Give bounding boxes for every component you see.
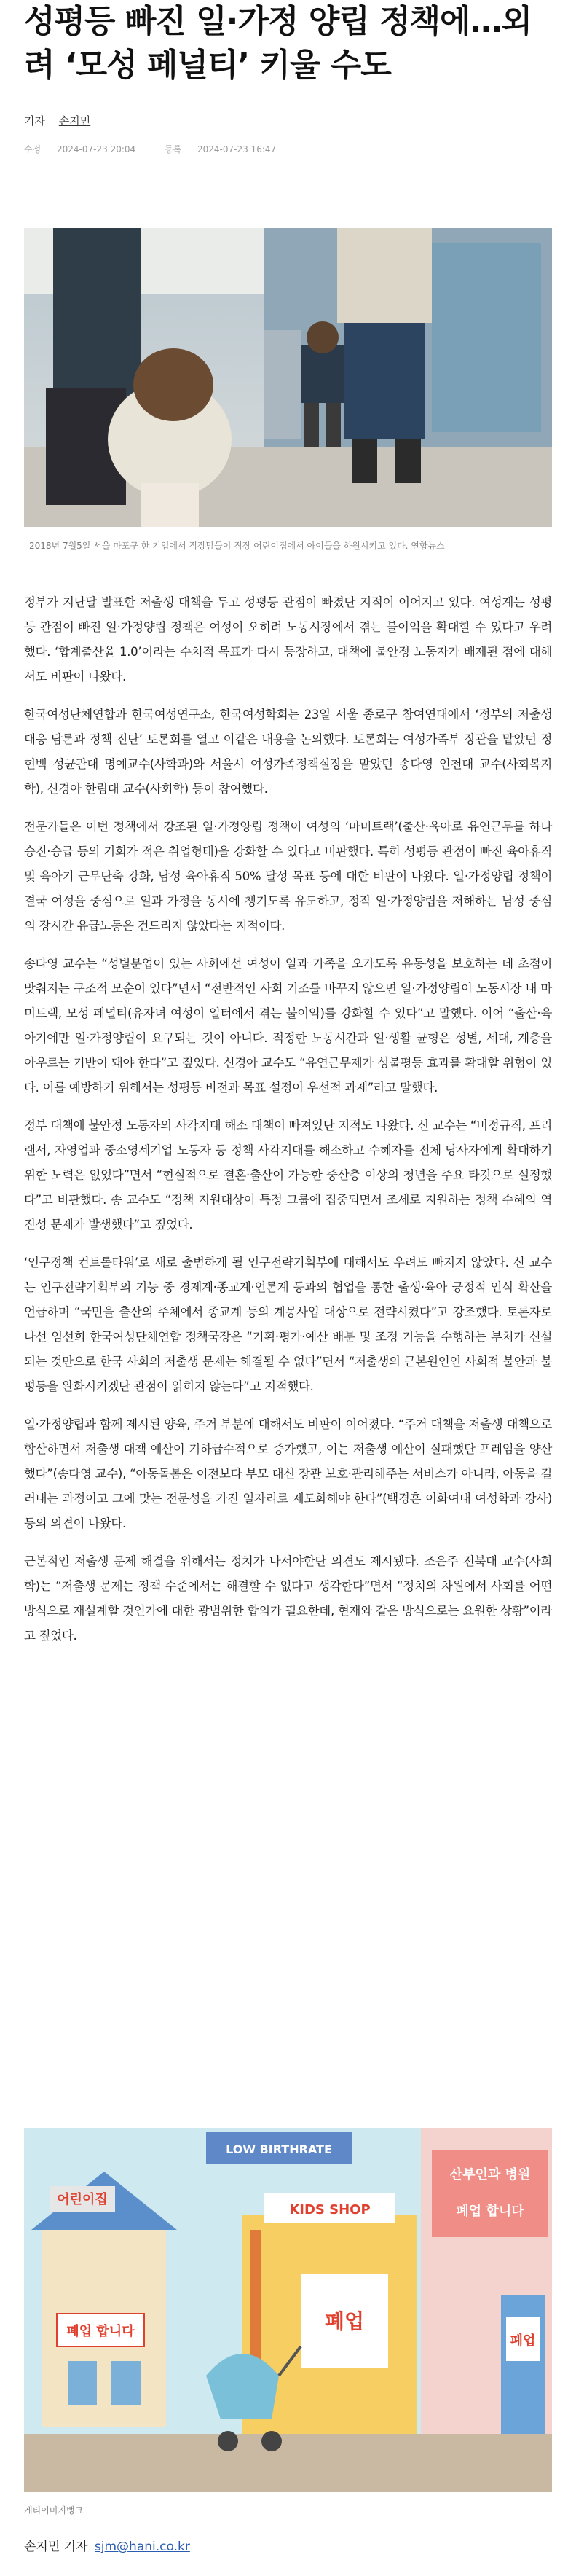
photo-caption: 2018년 7월5일 서울 마포구 한 기업에서 직장맘들이 직장 어린이집에서 아이들을 하원시키고 있다. 연합뉴스 bbox=[29, 541, 445, 551]
illustration-scene bbox=[24, 2128, 552, 2492]
low-birthrate-illustration bbox=[24, 2128, 552, 2492]
paragraph: 정부 대책에 불안정 노동자의 사각지대 해소 대책이 빠져있단 지적도 나왔다. 신 교수는 “비정규직, 프리랜서, 자영업과 중소영세기업 노동자 등 정책 사각지대를 해소하고 수혜자를 전체 당사자에게 확대하기 위한 노력은 없었다”면서 “현실적으로 결혼·출산이 가능한 중산층 이상의 청년을 주요 타깃으로 설정했다”고 비판했다. 송 교수도 “정책 지원대상이 특정 그룹에 집중되면서 조세로 지원하는 정책 수혜의 역진성 문제가 발생했다”고 짚었다. bbox=[24, 1119, 552, 1232]
paragraph: 전문가들은 이번 정책에서 강조된 일·가정양립 정책이 여성의 ‘마미트랙’(출산·육아로 유연근무를 하나 승진·승급 등의 기회가 적은 취업형태)을 강화할 수 있다고 비판했다. 특히 성평등 관점이 빠진 육아휴직 및 육아기 근무단축 강화, 남성 육아휴직 50% 달성 목표 등에 대한 비판이 나왔다. 일·가정양립 정책이 결국 여성을 중심으로 일과 가정을 동시에 챙기도록 유도하고, 정작 일·가정양립을 저해하는 남성 중심의 장시간 유급노동은 건드리지 않았다는 지적이다. bbox=[24, 820, 552, 933]
paragraph: 정부가 지난달 발표한 저출생 대책을 두고 성평등 관점이 빠졌단 지적이 이어지고 있다. 여성계는 성평등 관점이 빠진 일·가정양립 정책은 여성이 오히려 노동시장에서 겪는 불이익을 확대할 수 있다고 우려했다. ‘합계출산율 1.0’이라는 수치적 목표가 다시 등장하고, 대책에 불안정 노동자가 배제된 점에 대해서도 비판이 나왔다. bbox=[24, 595, 552, 684]
article-footer bbox=[24, 2536, 190, 2554]
illustration-caption: 게티이미지뱅크 bbox=[24, 2505, 84, 2516]
footer-author: 손지민 기자 bbox=[24, 2540, 88, 2554]
registered-date: 2024-07-23 16:47 bbox=[197, 144, 277, 154]
sign-clinic: 산부인과 병원 bbox=[449, 2167, 531, 2182]
sign-daycare: 어린이집 bbox=[57, 2192, 108, 2207]
article-photo bbox=[24, 228, 552, 527]
sign-closed-clinic: 폐업 합니다 bbox=[456, 2204, 524, 2219]
sign-closed-shop: 폐업 bbox=[324, 2309, 365, 2333]
modified-label: 수정 bbox=[24, 144, 42, 154]
modified-date: 2024-07-23 20:04 bbox=[57, 144, 136, 154]
article-title: 성평등 빠진 일·가정 양립 정책에…외려 ‘모성 페널티’ 키울 수도 bbox=[24, 3, 532, 84]
sign-closed-daycare: 폐업 합니다 bbox=[66, 2324, 135, 2339]
sign-closed-door: 폐업 bbox=[510, 2333, 536, 2349]
author-email-link[interactable]: sjm@hani.co.kr bbox=[94, 2540, 190, 2554]
author-link[interactable]: 손지민 bbox=[58, 114, 91, 128]
banner-text: LOW BIRTHRATE bbox=[226, 2142, 332, 2156]
byline bbox=[24, 113, 90, 128]
paragraph: 한국여성단체연합과 한국여성연구소, 한국여성학회는 23일 서울 종로구 참여연대에서 ‘정부의 저출생 대응 담론과 정책 진단’ 토론회를 열고 이같은 내용을 논의했다. 토론회는 여성가족부 장관을 맡았던 정현백 성균관대 명예교수(사학과)와 서울시 여성가족정책실장을 맡았던 송다영 인천대 교수(사회복지학), 신경아 한림대 교수(사회학) 등이 참여했다. bbox=[24, 708, 552, 796]
article-body bbox=[24, 590, 552, 1661]
byline-label: 기자 bbox=[24, 114, 45, 128]
paragraph: 근본적인 저출생 문제 해결을 위해서는 정치가 나서야한단 의견도 제시됐다. 조은주 전북대 교수(사회학)는 “저출생 문제는 정책 수준에서는 해결할 수 없다고 생각한다”면서 “정치의 차원에서 사회를 어떤 방식으로 재설계할 것인가에 대한 광범위한 합의가 필요한데, 현재와 같은 방식으로는 요원한 상황”이라고 짚었다. bbox=[24, 1554, 552, 1643]
photo-scene bbox=[24, 228, 552, 527]
article-dates bbox=[24, 143, 302, 155]
paragraph: ‘인구정책 컨트롤타워’로 새로 출범하게 될 인구전략기획부에 대해서도 우려도 빠지지 않았다. 신 교수는 인구전략기획부의 기능 중 경제계·종교계·언론계 등과의 협업을 통한 출생·육아 긍정적 인식 확산을 언급하며 “국민을 출산의 주체에서 종교계 등의 계몽사업 대상으로 전략시켰다”고 강조했다. 토론자로 나선 임선희 한국여성단체연합 정책국장은 “기획·평가·예산 배분 및 조정 기능을 수행하는 부처가 신설되는 것만으로 한국 사회의 저출생 문제는 해결될 수 없다”면서 “저출생의 근본원인인 사회적 불안과 불평등을 완화시키겠단 관점이 읽히지 않는다”고 지적했다. bbox=[24, 1256, 552, 1393]
sign-kids-shop: KIDS SHOP bbox=[289, 2202, 371, 2217]
registered-label: 등록 bbox=[164, 144, 182, 154]
paragraph: 일·가정양립과 함께 제시된 양육, 주거 부분에 대해서도 비판이 이어졌다. “주거 대책을 저출생 대책으로 합산하면서 저출생 대책 예산이 기하급수적으로 증가했고, 이는 저출생 예산이 실패했단 프레임을 양산했다”(송다영 교수), “아동돌봄은 이전보다 부모 대신 장관 보호·관리해주는 서비스가 아니라, 아동을 길러내는 과정이고 그에 맞는 전문성을 가진 일자리로 제도화해야 한다”(백경흔 이화여대 여성학과 강사) 등의 의견이 나왔다. bbox=[24, 1417, 552, 1530]
paragraph: 송다영 교수는 “성별분업이 있는 사회에선 여성이 일과 가족을 오가도록 유동성을 보호하는 데 초점이 맞춰지는 구조적 모순이 있다”면서 “전반적인 사회 기조를 바꾸지 않으면 일·가정양립이 노동시장 내 마미트랙, 모성 페널티(유자녀 여성이 일터에서 겪는 불이익)를 강화할 수 있다”고 말했다. 이어 “출산·육아기에만 일·가정양립이 요구되는 것이 아니다. 적정한 노동시간과 일·생활 균형은 성별, 세대, 계층을 아우르는 기반이 돼야 한다”고 짚었다. 신경아 교수도 “유연근무제가 성불평등 효과를 확대할 위험이 있다. 이를 예방하기 위해서는 성평등 비전과 목표 설정이 우선적 과제”라고 말했다. bbox=[24, 957, 552, 1095]
